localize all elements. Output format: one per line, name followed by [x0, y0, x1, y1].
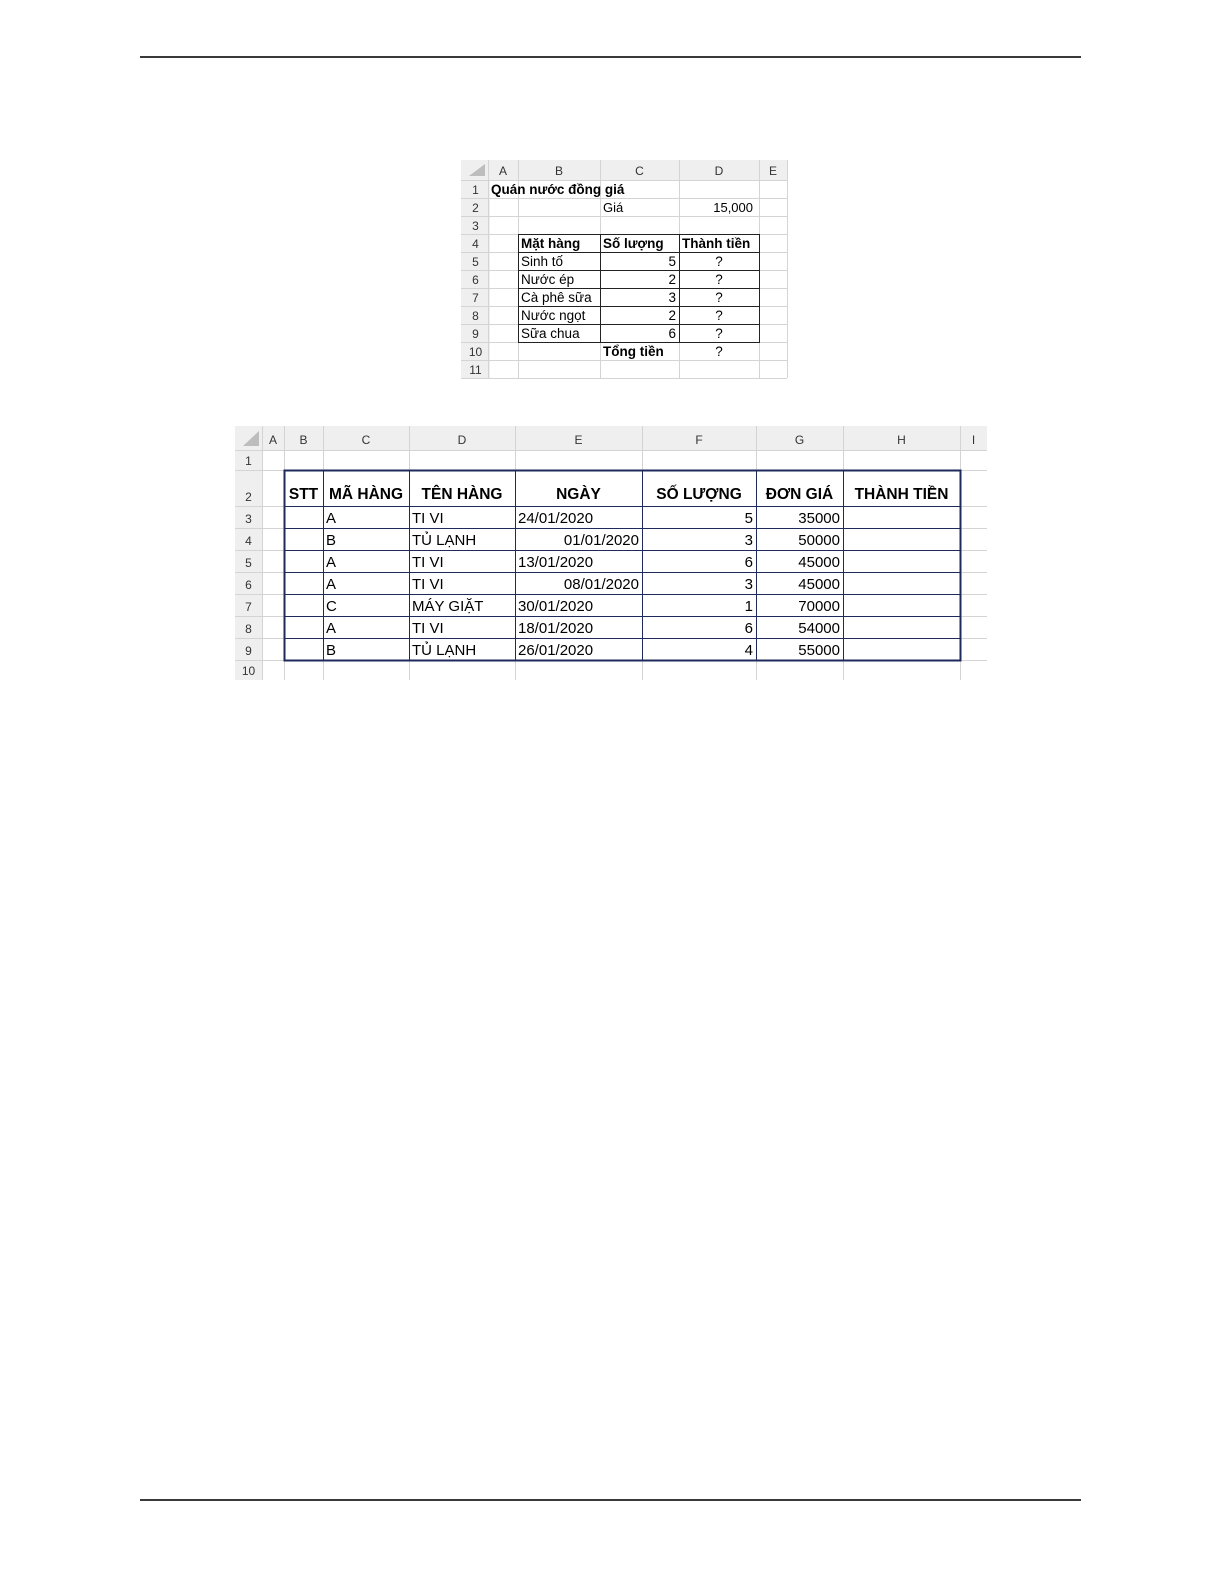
price-cell: 54000	[798, 620, 840, 637]
item-name-cell: Cà phê sữa	[521, 290, 592, 305]
row-header-label: 5	[472, 255, 479, 269]
item-total-cell: ?	[715, 308, 723, 323]
qty-cell: 5	[744, 510, 753, 527]
column-header-label: C	[635, 164, 644, 178]
item-name-cell: Nước ngọt	[521, 308, 586, 323]
row-header-label: 6	[472, 273, 479, 287]
name-cell: TI VI	[412, 620, 444, 637]
row-header-label: 1	[245, 454, 252, 468]
code-cell: A	[326, 554, 337, 571]
column-header-label: H	[897, 433, 906, 447]
name-cell: TI VI	[412, 554, 444, 571]
row-header-label: 7	[245, 600, 252, 614]
column-header-label: B	[299, 433, 308, 447]
sum-label: Tổng tiền	[603, 344, 664, 359]
column-header-label: C	[361, 433, 371, 447]
row-header-label: 10	[468, 345, 483, 359]
row-header-label: 2	[245, 490, 252, 504]
item-total-cell: ?	[715, 326, 723, 341]
column-header-label: G	[794, 433, 805, 447]
spreadsheet-1	[461, 160, 788, 380]
price-value: 15,000	[713, 200, 753, 215]
column-header-label: B	[554, 164, 564, 178]
row-header-label: 11	[469, 363, 482, 377]
name-cell: MÁY GIẶT	[412, 598, 484, 615]
item-name-cell: Nước ép	[521, 272, 575, 287]
name-cell: TI VI	[412, 510, 444, 527]
spreadsheet-1-canvas	[461, 160, 788, 380]
price-label: Giá	[603, 200, 624, 215]
price-cell: 45000	[798, 576, 840, 593]
column-header-label: E	[574, 433, 583, 447]
sheet-title: Quán nước đồng giá	[491, 182, 625, 197]
table-header-cell: THÀNH TIỀN	[854, 486, 949, 503]
price-cell: 45000	[798, 554, 840, 571]
row-header-label: 3	[472, 219, 479, 233]
row-header-label: 10	[241, 664, 256, 678]
item-qty-cell: 6	[668, 326, 676, 341]
price-cell: 50000	[798, 532, 840, 549]
item-qty-cell: 3	[668, 290, 676, 305]
code-cell: A	[326, 510, 337, 527]
row-header-label: 1	[472, 183, 479, 197]
row-header-label: 7	[472, 291, 479, 305]
qty-cell: 6	[744, 554, 753, 571]
item-qty-cell: 5	[668, 254, 676, 269]
column-header-bar	[235, 426, 987, 450]
date-cell: 08/01/2020	[563, 576, 639, 593]
table-header-cell: NGÀY	[556, 486, 601, 503]
qty-cell: 3	[744, 532, 753, 549]
date-cell: 13/01/2020	[518, 554, 594, 571]
item-name-cell: Sinh tố	[521, 254, 564, 269]
date-cell: 01/01/2020	[563, 532, 639, 549]
row-header-label: 9	[472, 327, 479, 341]
date-cell: 18/01/2020	[518, 620, 594, 637]
item-name-cell: Sữa chua	[521, 326, 580, 341]
date-cell: 30/01/2020	[518, 598, 594, 615]
table-header-cell: STT	[288, 486, 319, 503]
row-header-label: 8	[245, 622, 252, 636]
qty-cell: 4	[744, 642, 753, 659]
item-total-cell: ?	[715, 272, 723, 287]
table-header-cell: Thành tiền	[682, 236, 751, 251]
row-header-label: 6	[245, 578, 252, 592]
item-qty-cell: 2	[668, 272, 676, 287]
footer-rule	[140, 1499, 1081, 1501]
table-header-cell: SỐ LƯỢNG	[656, 486, 742, 503]
code-cell: C	[326, 598, 337, 615]
item-qty-cell: 2	[668, 308, 676, 323]
column-header-bar	[461, 160, 787, 180]
row-header-label: 3	[245, 512, 252, 526]
column-header-label: D	[457, 433, 467, 447]
row-header-label: 4	[472, 237, 479, 251]
code-cell: A	[326, 576, 337, 593]
table-header-cell: TÊN HÀNG	[421, 486, 503, 503]
name-cell: TỦ LẠNH	[412, 532, 477, 549]
price-cell: 55000	[798, 642, 840, 659]
item-total-cell: ?	[715, 254, 723, 269]
spreadsheet-2-canvas	[235, 426, 987, 680]
date-cell: 24/01/2020	[518, 510, 594, 527]
sum-value: ?	[715, 344, 723, 359]
code-cell: B	[326, 532, 337, 549]
column-header-label: I	[971, 433, 976, 447]
column-header-label: F	[695, 433, 703, 447]
code-cell: A	[326, 620, 337, 637]
table-header-cell: ĐƠN GIÁ	[765, 486, 834, 503]
column-header-label: A	[498, 164, 508, 178]
price-cell: 70000	[798, 598, 840, 615]
qty-cell: 6	[744, 620, 753, 637]
row-header-label: 5	[245, 556, 252, 570]
name-cell: TI VI	[412, 576, 444, 593]
qty-cell: 1	[744, 598, 753, 615]
spreadsheet-2	[235, 426, 987, 680]
row-header-label: 4	[245, 534, 252, 548]
item-total-cell: ?	[715, 290, 723, 305]
row-header-label: 9	[245, 644, 252, 658]
row-header-label: 8	[472, 309, 479, 323]
table-header-cell: Số lượng	[603, 236, 664, 251]
price-cell: 35000	[798, 510, 840, 527]
header-rule	[140, 56, 1081, 58]
qty-cell: 3	[744, 576, 753, 593]
table-header-cell: Mặt hàng	[521, 236, 581, 251]
column-header-label: D	[714, 164, 724, 178]
date-cell: 26/01/2020	[518, 642, 594, 659]
column-header-label: A	[268, 433, 278, 447]
table-header-cell: MÃ HÀNG	[328, 486, 404, 503]
row-header-label: 2	[472, 201, 479, 215]
column-header-label: E	[768, 164, 778, 178]
name-cell: TỦ LẠNH	[412, 642, 477, 659]
code-cell: B	[326, 642, 337, 659]
